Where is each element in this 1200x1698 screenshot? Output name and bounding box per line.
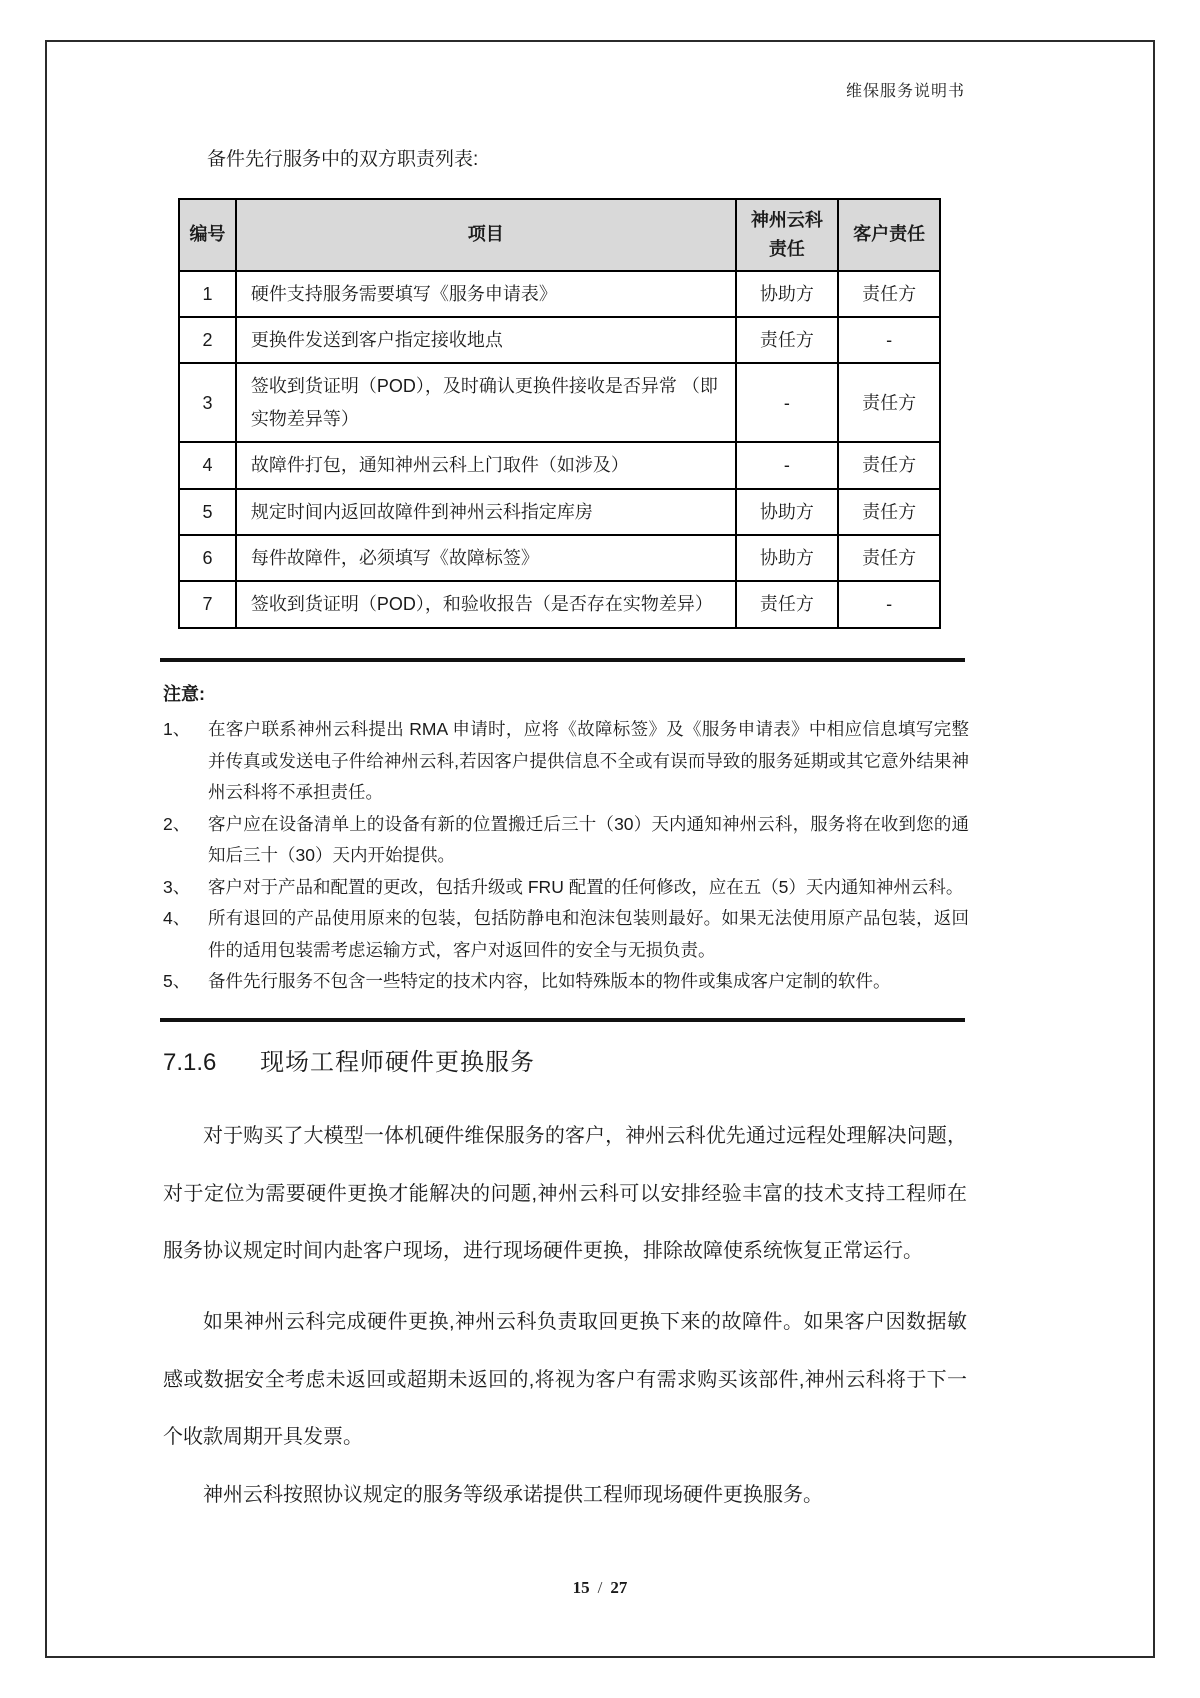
col-header-dk-responsibility bbox=[736, 199, 839, 271]
page-total: 27 bbox=[610, 1578, 628, 1597]
page-footer bbox=[0, 1578, 1200, 1598]
row-item-cell: 规定时间内返回故障件到神州云科指定库房 bbox=[236, 489, 736, 535]
notes-list bbox=[163, 714, 969, 998]
row-dk-responsibility-cell: 协助方 bbox=[736, 489, 839, 535]
row-customer-responsibility-cell: - bbox=[838, 581, 940, 627]
document-header bbox=[165, 78, 965, 101]
table-header-row bbox=[179, 199, 940, 271]
note-text: 在客户联系神州云科提出 RMA 申请时，应将《故障标签》及《服务申请表》中相应信息填写完整并传真或发送电子件给神州云科,若因客户提供信息不全或有误而导致的服务延期或其它意外结果神州云科将不承担责任。 bbox=[208, 719, 969, 802]
body-paragraph: 神州云科按照协议规定的服务等级承诺提供工程师现场硬件更换服务。 bbox=[203, 1484, 823, 1506]
row-dk-responsibility-cell: - bbox=[736, 363, 839, 442]
note-text: 客户应在设备清单上的设备有新的位置搬迁后三十（30）天内通知神州云科，服务将在收到您的通知后三十（30）天内开始提供。 bbox=[208, 813, 969, 865]
table-row bbox=[179, 442, 940, 488]
notes-label: 注意: bbox=[163, 684, 205, 704]
col-header-item: 项目 bbox=[236, 199, 736, 271]
row-customer-responsibility-cell: 责任方 bbox=[838, 442, 940, 488]
col-header-dk-line2: 责任 bbox=[768, 238, 805, 259]
row-number-cell: 7 bbox=[179, 581, 236, 627]
row-dk-responsibility-cell: 责任方 bbox=[736, 317, 839, 363]
section-title: 现场工程师硬件更换服务 bbox=[260, 1049, 536, 1076]
note-number: 2、 bbox=[163, 813, 191, 834]
row-number-cell: 5 bbox=[179, 489, 236, 535]
table-row bbox=[179, 535, 940, 581]
intro-text: 备件先行服务中的双方职责列表: bbox=[207, 149, 479, 170]
col-header-number: 编号 bbox=[179, 199, 236, 271]
divider-line-above-section bbox=[160, 1018, 965, 1022]
row-number-cell: 2 bbox=[179, 317, 236, 363]
table-row bbox=[179, 489, 940, 535]
row-item-cell: 签收到货证明（POD），及时确认更换件接收是否异常 （即实物差异等） bbox=[236, 363, 736, 442]
row-customer-responsibility-cell: 责任方 bbox=[838, 535, 940, 581]
note-number: 3、 bbox=[163, 876, 191, 897]
body-paragraph: 如果神州云科完成硬件更换,神州云科负责取回更换下来的故障件。如果客户因数据敏感或数据安全考虑未返回或超期未返回的,将视为客户有需求购买该部件,神州云科将于下一个收款周期开具发票。 bbox=[163, 1311, 967, 1448]
note-number: 4、 bbox=[163, 908, 191, 928]
note-item bbox=[163, 809, 969, 872]
table-row bbox=[179, 363, 940, 442]
responsibility-table bbox=[178, 198, 941, 629]
table-row bbox=[179, 271, 940, 317]
row-item-cell: 签收到货证明（POD），和验收报告（是否存在实物差异） bbox=[236, 581, 736, 627]
row-item-cell: 故障件打包，通知神州云科上门取件（如涉及） bbox=[236, 442, 736, 488]
note-text: 备件先行服务不包含一些特定的技术内容，比如特殊版本的物件或集成客户定制的软件。 bbox=[208, 971, 891, 991]
note-number: 1、 bbox=[163, 719, 191, 739]
note-item bbox=[163, 872, 969, 904]
row-number-cell: 1 bbox=[179, 271, 236, 317]
row-dk-responsibility-cell: 协助方 bbox=[736, 535, 839, 581]
note-item bbox=[163, 903, 969, 966]
row-number-cell: 4 bbox=[179, 442, 236, 488]
divider-line-below-table bbox=[160, 658, 965, 662]
table-row bbox=[179, 581, 940, 627]
row-number-cell: 3 bbox=[179, 363, 236, 442]
note-item bbox=[163, 966, 969, 998]
body-paragraph: 对于购买了大模型一体机硬件维保服务的客户，神州云科优先通过远程处理解决问题，对于定位为需要硬件更换才能解决的问题,神州云科可以安排经验丰富的技术支持工程师在服务协议规定时间内赴客户现场，进行现场硬件更换，排除故障使系统恢复正常运行。 bbox=[163, 1125, 967, 1262]
row-customer-responsibility-cell: - bbox=[838, 317, 940, 363]
page-separator: / bbox=[597, 1578, 603, 1597]
row-customer-responsibility-cell: 责任方 bbox=[838, 271, 940, 317]
row-dk-responsibility-cell: - bbox=[736, 442, 839, 488]
doc-title: 维保服务说明书 bbox=[845, 83, 965, 100]
note-item bbox=[163, 714, 969, 809]
note-text: 客户对于产品和配置的更改，包括升级或 FRU 配置的任何修改，应在五（5）天内通知神州云科。 bbox=[208, 876, 964, 897]
section-number: 7.1.6 bbox=[163, 1049, 217, 1076]
row-item-cell: 更换件发送到客户指定接收地点 bbox=[236, 317, 736, 363]
row-item-cell: 硬件支持服务需要填写《服务申请表》 bbox=[236, 271, 736, 317]
page-number: 15 bbox=[572, 1578, 590, 1597]
note-text: 所有退回的产品使用原来的包装，包括防静电和泡沫包装则最好。如果无法使用原产品包装，返回件的适用包装需考虑运输方式，客户对返回件的安全与无损负责。 bbox=[208, 908, 969, 960]
row-dk-responsibility-cell: 责任方 bbox=[736, 581, 839, 627]
row-customer-responsibility-cell: 责任方 bbox=[838, 363, 940, 442]
row-item-cell: 每件故障件，必须填写《故障标签》 bbox=[236, 535, 736, 581]
note-number: 5、 bbox=[163, 971, 191, 991]
section-heading bbox=[163, 1042, 535, 1077]
table-row bbox=[179, 317, 940, 363]
row-dk-responsibility-cell: 协助方 bbox=[736, 271, 839, 317]
col-header-dk-line1: 神州云科 bbox=[750, 210, 823, 230]
row-number-cell: 6 bbox=[179, 535, 236, 581]
row-customer-responsibility-cell: 责任方 bbox=[838, 489, 940, 535]
col-header-customer-responsibility: 客户责任 bbox=[838, 199, 940, 271]
